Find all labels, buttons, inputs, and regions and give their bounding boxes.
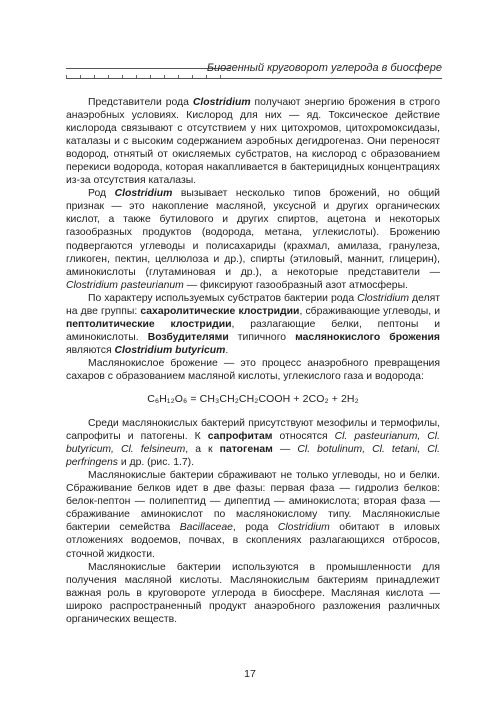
- text: —: [272, 444, 298, 456]
- chemical-equation: [66, 393, 440, 405]
- paragraph-1: [66, 96, 440, 187]
- text: , разлагающие белки, пептоны и аминокислоты.: [66, 318, 440, 343]
- term-pathogens: патогенам: [219, 444, 273, 456]
- text: , рода: [232, 522, 278, 534]
- term-pathogens: Возбудителями: [147, 331, 229, 343]
- text: , а к: [185, 444, 220, 456]
- text: .: [225, 344, 229, 356]
- family-name: Bacillaceae: [179, 522, 233, 534]
- text: и др. (рис. 1.7).: [117, 457, 194, 469]
- paragraph-7: [66, 561, 440, 626]
- text: относятся: [272, 431, 335, 443]
- text: По характеру используемых субстратов бактерии рода: [88, 292, 358, 304]
- text: Маслянокислые бактерии используются в промышленности для получения масляной кислоты. Маслянокислым бактериям принадлежит важная роль в круговороте углерода в биосфере. Масляная кислота — широко распространенный продукт анаэробного разложения различных органических веществ.: [66, 561, 440, 625]
- text: , сбраживающие углеводы, и: [299, 305, 441, 317]
- text: — фиксируют газообразный азот атмосферы.: [183, 279, 408, 291]
- species-list: Cl. pasteurianum, Cl. butyricum, Cl. felsineum: [66, 431, 440, 456]
- genus-name: Clostridium: [357, 292, 410, 304]
- text: обитают в иловых отложениях водоемов, почвах, в скоплениях разлагающихся отбросов, сточной жидкости.: [66, 522, 440, 560]
- text: Маслянокислое брожение — это процесс анаэробного превращения сахаров с образованием масляной кислоты, углекислого газа и водорода:: [66, 357, 440, 382]
- species-list: Cl. botulinum, Cl. tetani, Cl. perfringens: [66, 444, 441, 469]
- text: вызывает несколько типов брожений, но общий признак — это накопление масляной, уксусной и других органических кислот, а также бутилового и других спиртов, ацетона и некоторых газообразных продуктов (водорода, метана, углекислоты). Брожению подвергаются углеводы и полисахариды (крахмал, амилаза, гранулеза, гликоген, пектин, целлюлоза и др.), спирты (этиловый, маннит, глицерин), аминокислоты (глутаминовая и др.), а некоторые представители —: [66, 188, 440, 278]
- text: Представители рода: [88, 97, 193, 108]
- text: Маслянокислые бактерии сбраживают не только углеводы, но и белки. Сбраживание белков идет в две фазы: первая фаза — гидролиз белков: белок-пептон — полипептид — дипептид — аминокислота; вторая фаза — сбраживание аминокислот по маслянокислому типу. Маслянокислые бактерии семейства: [66, 470, 440, 534]
- species-name: Clostridium pasteurianum: [66, 279, 184, 291]
- genus-name: Clostridium: [277, 522, 330, 534]
- text: делят на две группы:: [66, 292, 440, 317]
- equation-rhs: = CH₃CH₂CH₂COOH + 2CO₂ + 2H₂: [190, 393, 359, 406]
- paragraph-6: [66, 469, 440, 560]
- term-peptolytic: пептолитические клостридии: [66, 318, 232, 330]
- paragraph-3: [66, 292, 440, 357]
- text: Среди маслянокислых бактерий присутствуют мезофилы и термофилы, сапрофиты и патогены. К: [66, 418, 440, 443]
- term-saccharolytic: сахаролитические клостридии: [140, 305, 300, 317]
- text: являются: [66, 344, 115, 356]
- paragraph-2: [66, 187, 440, 291]
- species-name: Clostridium butyricum: [114, 344, 226, 356]
- page-number: 17: [244, 668, 256, 680]
- genus-name: Clostridium: [192, 97, 251, 108]
- paragraph-5: [66, 417, 440, 469]
- text: Род: [88, 188, 115, 200]
- running-header: [66, 58, 442, 80]
- text: типичного: [228, 331, 296, 343]
- text: получают энергию брожения в строго анаэробных условиях. Кислород для них — яд. Токсическое действие кислорода связывают с отсутствием у них цитохромов, цитохромоксидазы, каталазы и с высоким содержанием аэробных дегидрогеназ. Они переносят водород, отнятый от окисляемых субстратов, на кислород с образованием перекиси водорода, которая накапливается в бактерицидных концентрациях из-за отсутствия каталазы.: [66, 97, 440, 187]
- term-saprophytes: сапрофитам: [207, 431, 273, 443]
- page-body: [66, 96, 440, 626]
- header-rule-bottom: [66, 78, 442, 79]
- header-title: Биогенный круговорот углерода в биосфере: [206, 62, 442, 74]
- paragraph-4: [66, 357, 440, 383]
- term-butyric-fermentation: маслянокислого брожения: [295, 331, 440, 343]
- equation-lhs: C₆H₁₂O₆: [147, 393, 188, 406]
- genus-name: Clostridium: [114, 188, 173, 200]
